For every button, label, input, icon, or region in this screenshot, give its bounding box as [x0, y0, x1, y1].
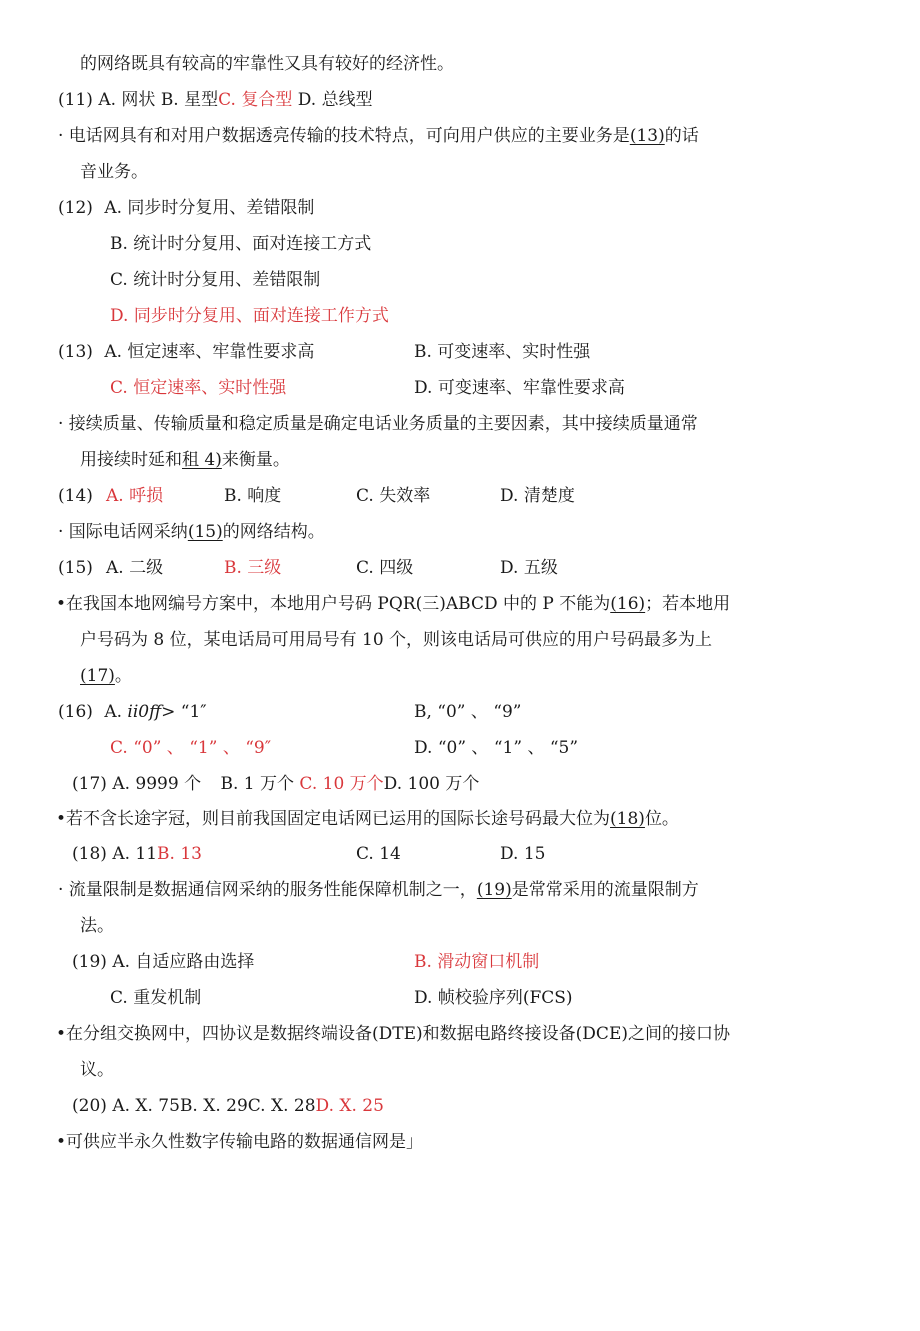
- question-14-option-c: C. 失效率: [356, 486, 431, 506]
- question-16-option-b: B, “0” 、 “9”: [414, 702, 522, 722]
- option-b-answer: B. 13: [157, 844, 202, 864]
- stem-text: · 国际电话网采纳: [58, 522, 188, 542]
- question-13-option-b: B. 可变速率、实时性强: [414, 342, 591, 362]
- options-abc: A. X. 75B. X. 29C. X. 28: [112, 1096, 316, 1116]
- question-14-option-a-answer: A. 呼损: [106, 486, 164, 506]
- stem-13-continued: 音业务。: [80, 162, 148, 182]
- option-c-answer: C. 10 万个: [299, 774, 384, 794]
- question-13-row-1: [58, 341, 314, 363]
- option-a-label: A.: [104, 702, 122, 722]
- question-13-option-c-answer: C. 恒定速率、实时性强: [110, 378, 287, 398]
- question-18-option-d: D. 15: [500, 844, 546, 864]
- stem-20-continued: 议。: [80, 1060, 114, 1080]
- stem-text: 是常常采用的流量限制方: [511, 880, 699, 900]
- stem-text: · 电话网具有和对用户数据透亮传输的技术特点，可向用户供应的主要业务是: [58, 126, 630, 146]
- stem-21: •可供应半永久性数字传输电路的数据通信网是」: [56, 1132, 424, 1152]
- question-13-option-d: D. 可变速率、牢靠性要求高: [414, 378, 625, 398]
- option-d: D. 总线型: [297, 90, 373, 110]
- question-number: (18): [72, 844, 107, 864]
- question-17-options: [72, 773, 479, 795]
- stem-13: [58, 125, 699, 147]
- stem-14-continued: [80, 449, 290, 471]
- question-number: (20): [72, 1096, 107, 1116]
- stem-20: •在分组交换网中，四协议是数据终端设备(DTE)和数据电路终接设备(DCE)之间的接口协: [56, 1024, 730, 1044]
- option-d: D. 100 万个: [383, 774, 480, 794]
- option-b: B. 星型: [160, 90, 219, 110]
- option-a: A. 恒定速率、牢靠性要求高: [104, 342, 315, 362]
- question-14-option-b: B. 响度: [224, 486, 282, 506]
- stem-16-continued: 户号码为 8 位，某电话局可用局号有 10 个，则该电话局可供应的用户号码最多为上: [80, 630, 713, 650]
- stem-text: · 流量限制是数据通信网采纳的服务性能保障机制之一，: [58, 880, 477, 900]
- option-a: A. 9999 个: [112, 774, 202, 794]
- question-12-option-b: B. 统计时分复用、面对连接工方式: [110, 234, 372, 254]
- option-a: A. 11: [112, 844, 158, 864]
- question-15-number: (15): [58, 558, 93, 578]
- question-15-option-d: D. 五级: [500, 558, 558, 578]
- question-15-option-a: A. 二级: [106, 558, 164, 578]
- question-19-option-b-answer: B. 滑动窗口机制: [414, 952, 540, 972]
- question-15-option-b-answer: B. 三级: [224, 558, 282, 578]
- question-16-option-d: D. “0” 、 “1” 、 “5”: [414, 738, 579, 758]
- option-b: B. 1 万个: [220, 774, 295, 794]
- question-19-option-d: D. 帧校验序列(FCS): [414, 988, 573, 1008]
- option-a-value: > “1″: [161, 702, 207, 722]
- question-18-option-c: C. 14: [356, 844, 401, 864]
- stem-17: [80, 665, 132, 687]
- stem-16: [56, 593, 730, 615]
- question-20-options: [72, 1095, 384, 1117]
- blank-15: (15): [187, 522, 223, 542]
- blank-19: (19): [476, 880, 512, 900]
- stem-14: · 接续质量、传输质量和稳定质量是确定电话业务质量的主要因素，其中接续质量通常: [58, 414, 698, 434]
- option-d-answer: D. X. 25: [315, 1096, 384, 1116]
- stem-text: ；若本地用: [645, 594, 731, 614]
- blank-17: (17): [80, 666, 115, 686]
- blank-13: (13): [629, 126, 665, 146]
- question-14-option-d: D. 清楚度: [500, 486, 575, 506]
- stem-text: 来衡量。: [221, 450, 290, 470]
- question-14-number: (14): [58, 486, 93, 506]
- option-a: A. 同步时分复用、差错限制: [104, 198, 315, 218]
- option-c-answer: C. 复合型: [218, 90, 293, 110]
- question-12-option-a: [58, 197, 314, 219]
- text-line: 的网络既具有较高的牢靠性又具有较好的经济性。: [80, 54, 454, 74]
- question-number: (13): [58, 342, 93, 362]
- blank-18: (18): [610, 809, 645, 829]
- stem-text: •若不含长途字冠，则目前我国固定电话网已运用的国际长途号码最大位为: [56, 809, 611, 829]
- stem-text: 的网络结构。: [222, 522, 325, 542]
- stem-text: 位。: [644, 809, 679, 829]
- question-number: (11): [58, 90, 93, 110]
- stem-15: [58, 521, 325, 543]
- question-19-row-1: [72, 951, 254, 973]
- blank-16: (16): [610, 594, 646, 614]
- question-16-row-1: [58, 701, 207, 723]
- question-number: (12): [58, 198, 93, 218]
- option-a: A. 网状: [98, 90, 156, 110]
- stem-text: 。: [114, 666, 132, 686]
- question-11-options: [58, 89, 373, 111]
- question-15-option-c: C. 四级: [356, 558, 414, 578]
- question-number: (16): [58, 702, 93, 722]
- question-16-option-c-answer: C. “0” 、 “1” 、 “9″: [110, 738, 272, 758]
- question-19-option-c: C. 重发机制: [110, 988, 202, 1008]
- stem-text: 用接续时延和: [80, 450, 182, 470]
- stem-18: [56, 808, 679, 830]
- question-18-row: [72, 843, 202, 865]
- stem-text: •在我国本地网编号方案中，本地用户号码 PQR(三)ABCD 中的 P 不能为: [56, 594, 611, 614]
- stem-19: [58, 879, 699, 901]
- stem-19-continued: 法。: [80, 916, 114, 936]
- question-12-option-d-answer: D. 同步时分复用、面对连接工作方式: [110, 306, 389, 326]
- stem-text: 的话: [664, 126, 699, 146]
- option-a: A. 自适应路由选择: [112, 952, 255, 972]
- question-number: (17): [72, 774, 107, 794]
- question-number: (19): [72, 952, 107, 972]
- blank-14: 租 4): [182, 450, 222, 470]
- question-12-option-c: C. 统计时分复用、差错限制: [110, 270, 321, 290]
- option-a-garbled: ii0ff: [127, 702, 162, 722]
